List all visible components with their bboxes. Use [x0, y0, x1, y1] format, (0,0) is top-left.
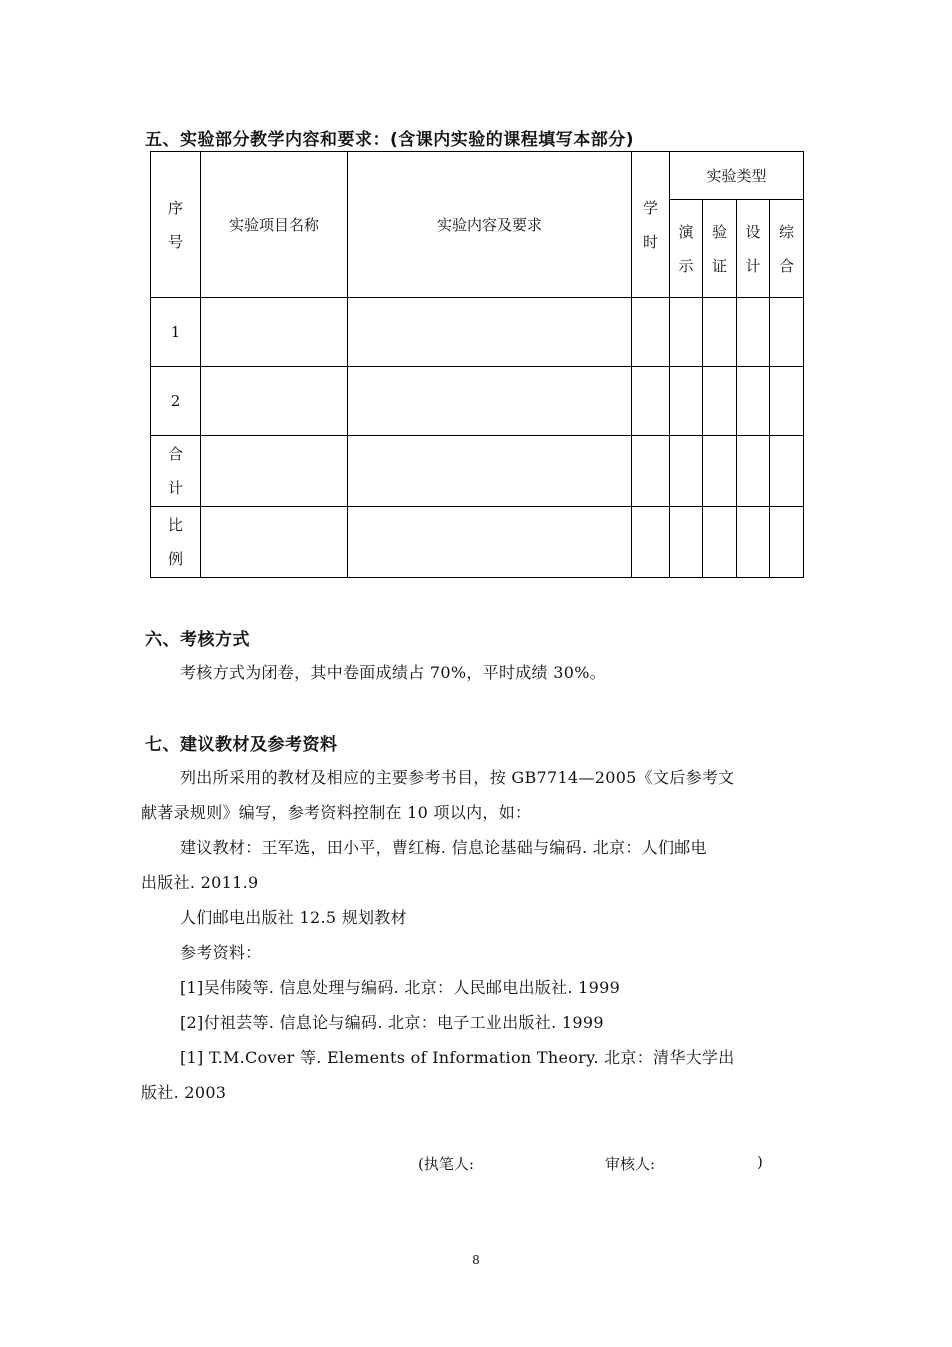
cell — [201, 436, 348, 507]
signature-author-label: (执笔人: — [418, 1155, 474, 1173]
cell — [348, 507, 632, 578]
header-hours: 学 时 — [632, 152, 670, 298]
textbook-note: 人们邮电出版社 12.5 规划教材 — [180, 908, 407, 927]
cell — [670, 507, 703, 578]
signature-reviewer-label: 审核人: — [605, 1155, 656, 1173]
table-row — [151, 436, 804, 507]
header-type-group: 实验类型 — [670, 152, 804, 200]
cell — [703, 436, 737, 507]
textbook-line2: 出版社. 2011.9 — [141, 873, 259, 892]
section7-intro-line1: 列出所采用的教材及相应的主要参考书目，按 GB7714—2005《文后参考文 — [180, 768, 735, 787]
cell — [770, 298, 804, 367]
row-index: 合 计 — [151, 436, 201, 507]
cell — [632, 436, 670, 507]
cell — [737, 507, 770, 578]
cell — [632, 367, 670, 436]
header-index: 序 号 — [151, 152, 201, 298]
refs-label: 参考资料： — [180, 943, 262, 962]
header-type-design: 设 计 — [737, 200, 770, 298]
cell — [770, 436, 804, 507]
experiment-table — [150, 151, 804, 578]
header-type-comprehensive: 综 合 — [770, 200, 804, 298]
reference-1: [1]吴伟陵等. 信息处理与编码. 北京：人民邮电出版社. 1999 — [180, 978, 621, 997]
signature-close-paren: ) — [757, 1153, 763, 1171]
cell — [201, 367, 348, 436]
row-index: 比 例 — [151, 507, 201, 578]
header-type-demo: 演 示 — [670, 200, 703, 298]
header-content: 实验内容及要求 — [348, 152, 632, 298]
cell — [737, 367, 770, 436]
cell — [670, 436, 703, 507]
cell — [737, 436, 770, 507]
section6-title: 六、考核方式 — [145, 630, 250, 650]
section5-title: 五、实验部分教学内容和要求：(含课内实验的课程填写本部分) — [145, 130, 635, 150]
cell — [201, 507, 348, 578]
header-type-verify: 验 证 — [703, 200, 737, 298]
table-row — [151, 367, 804, 436]
cell — [703, 507, 737, 578]
cell — [770, 367, 804, 436]
table-row — [151, 507, 804, 578]
cell — [632, 298, 670, 367]
cell — [348, 367, 632, 436]
cell — [632, 507, 670, 578]
reference-3-line1: [1] T.M.Cover 等. Elements of Information Theory. 北京：清华大学出 — [180, 1048, 735, 1067]
cell — [670, 298, 703, 367]
cell — [703, 298, 737, 367]
section7-title: 七、建议教材及参考资料 — [145, 735, 338, 755]
cell — [703, 367, 737, 436]
cell — [770, 507, 804, 578]
cell — [201, 298, 348, 367]
row-index: 2 — [151, 367, 201, 436]
page-number: 8 — [472, 1253, 480, 1267]
reference-3-line2: 版社. 2003 — [141, 1083, 227, 1102]
reference-2: [2]付祖芸等. 信息论与编码. 北京：电子工业出版社. 1999 — [180, 1013, 604, 1032]
cell — [348, 436, 632, 507]
table-row — [151, 298, 804, 367]
row-index: 1 — [151, 298, 201, 367]
textbook-line1: 建议教材：王军选，田小平，曹红梅. 信息论基础与编码. 北京：人们邮电 — [180, 838, 707, 857]
cell — [348, 298, 632, 367]
cell — [737, 298, 770, 367]
section6-body: 考核方式为闭卷，其中卷面成绩占 70%，平时成绩 30%。 — [180, 663, 606, 682]
cell — [670, 367, 703, 436]
header-name: 实验项目名称 — [201, 152, 348, 298]
section7-intro-line2: 献著录规则》编写，参考资料控制在 10 项以内，如： — [141, 803, 532, 822]
